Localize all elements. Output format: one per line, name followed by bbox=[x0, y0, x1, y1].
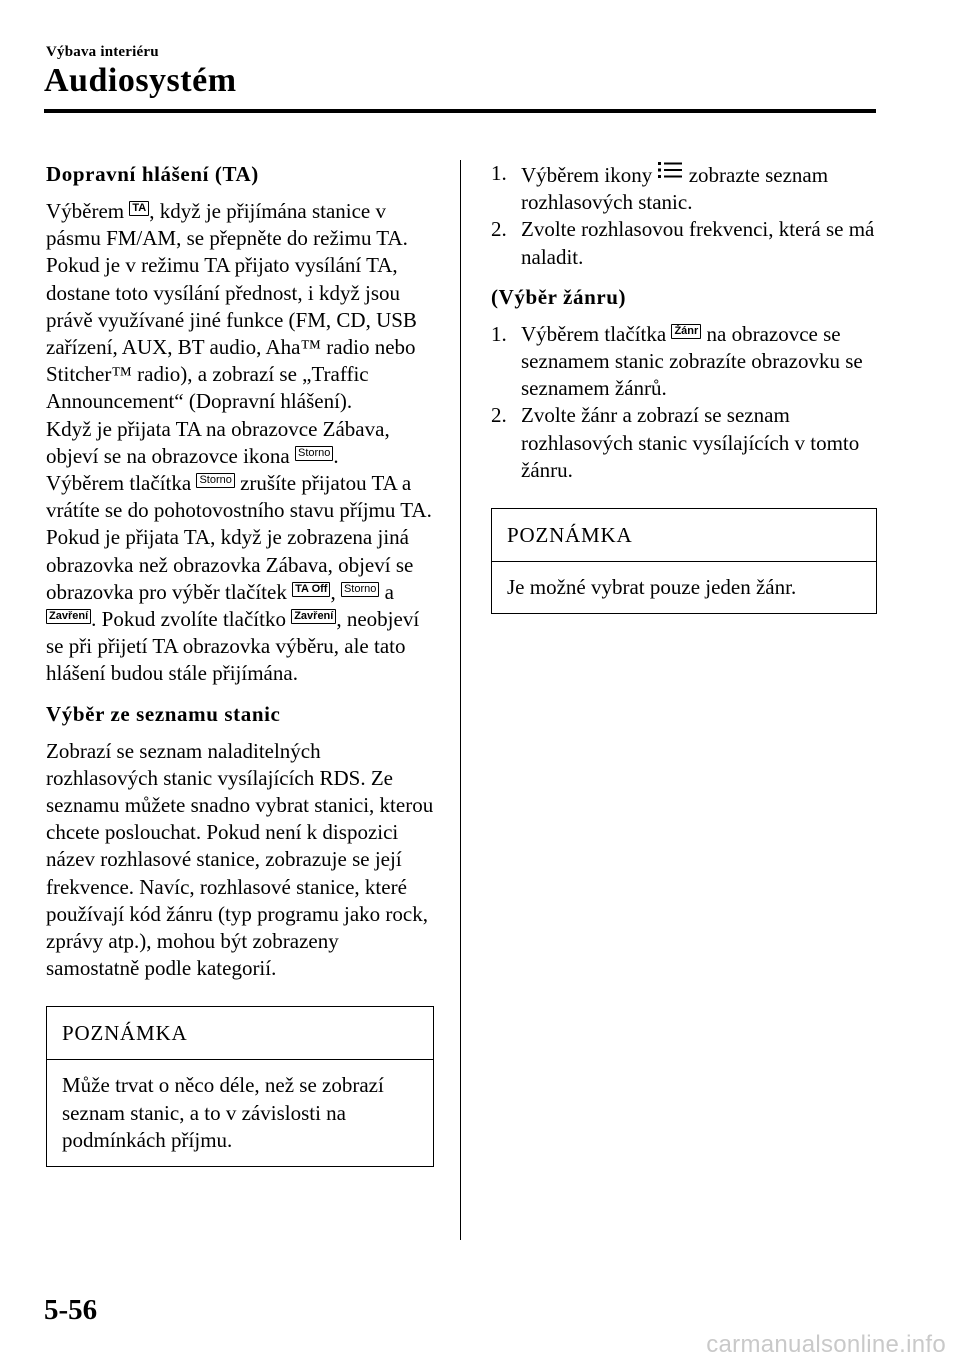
list-step-2: 2. Zvolte rozhlasovou frekvenci, která se má naladit. bbox=[491, 217, 875, 269]
list-icon bbox=[657, 160, 683, 180]
note-body: Je možné vybrat pouze jeden žánr. bbox=[507, 575, 797, 600]
station-list-paragraph: Zobrazí se seznam naladitelných rozhlasových stanic vysílajících RDS. Ze seznamu můžete snadno vybrat stanici, kterou chcete poslouchat. Pokud není k dispozici název rozhlasové stanice, zobrazuje se její frekvence. Navíc, rozhlasové stanice, které používají kód žánru (typ programu jako rock, zprávy atp.), mohou být zobrazeny samostatně podle kategorií. bbox=[46, 738, 434, 981]
page-number: 5-56 bbox=[44, 1294, 98, 1326]
note-title: POZNÁMKA bbox=[47, 1007, 433, 1060]
ta-paragraph-2: Pokud je v režimu TA přijato vysílání TA, dostane toto vysílání přednost, i když jsou právě využívané jiné funkce (FM, CD, USB zařízení, AUX, BT audio, Aha™ radio nebo Stitcher™ radio), a zobrazí se „Traffic Announcement“ (Dopravní hlášení). bbox=[46, 253, 417, 414]
ta-off-button-icon: TA Off bbox=[292, 582, 330, 597]
storno-button-icon: Storno bbox=[341, 582, 379, 597]
page-title: Audiosystém bbox=[44, 62, 237, 99]
ta-paragraph-1: Výběrem TA , když je přijímána stanice v pásmu FM/AM, se přepněte do režimu TA. bbox=[46, 199, 408, 251]
note-box bbox=[46, 1006, 434, 1167]
zavreni-button-icon: Zavření bbox=[46, 609, 91, 624]
zavreni-button-icon: Zavření bbox=[291, 609, 336, 624]
title-rule bbox=[44, 109, 876, 113]
genre-step-2: 2. Zvolte žánr a zobrazí se seznam rozhlasových stanic vysílajících v tomto žánru. bbox=[491, 403, 860, 482]
ta-paragraph-4: Výběrem tlačítka Storno zrušíte přijatou TA a vrátíte se do pohotovostního stavu příjmu TA. Pokud je přijata TA, když je zobrazena jiná obrazovka než obrazovka Zábava, objeví se obrazovka pro výběr tlačítek TA Off , Storno a Zavření . Pokud zvolíte tlačítko Zavření , neobjeví se při přijetí TA obrazovka výběru, ale tato hlášení budou stále přijímána. bbox=[46, 471, 432, 686]
ta-heading: Dopravní hlášení (TA) bbox=[46, 162, 259, 186]
note-box bbox=[491, 508, 877, 614]
section-label: Výbava interiéru bbox=[46, 44, 159, 60]
list-step-1: 1. Výběrem ikony zobrazte seznam rozhlasových stanic. bbox=[491, 161, 829, 215]
ta-button-icon: TA bbox=[129, 201, 149, 216]
right-column bbox=[491, 160, 877, 614]
zanr-button-icon: Žánr bbox=[671, 324, 701, 339]
watermark: carmanualsonline.info bbox=[706, 1331, 946, 1358]
station-list-heading: Výběr ze seznamu stanic bbox=[46, 701, 281, 726]
genre-heading: (Výběr žánru) bbox=[491, 284, 627, 309]
storno-button-icon: Storno bbox=[196, 473, 234, 488]
column-divider bbox=[460, 160, 461, 1240]
ta-paragraph-3: Když je přijata TA na obrazovce Zábava, objeví se na obrazovce ikona Storno . bbox=[46, 416, 390, 468]
left-column bbox=[46, 160, 434, 1167]
genre-step-1: 1. Výběrem tlačítka Žánr na obrazovce se seznamem stanic zobrazíte obrazovku se seznamem žánrů. bbox=[491, 321, 863, 401]
storno-button-icon: Storno bbox=[295, 446, 333, 461]
note-body: Může trvat o něco déle, než se zobrazí seznam stanic, a to v závislosti na podmínkách příjmu. bbox=[62, 1073, 384, 1152]
note-title: POZNÁMKA bbox=[492, 509, 876, 562]
